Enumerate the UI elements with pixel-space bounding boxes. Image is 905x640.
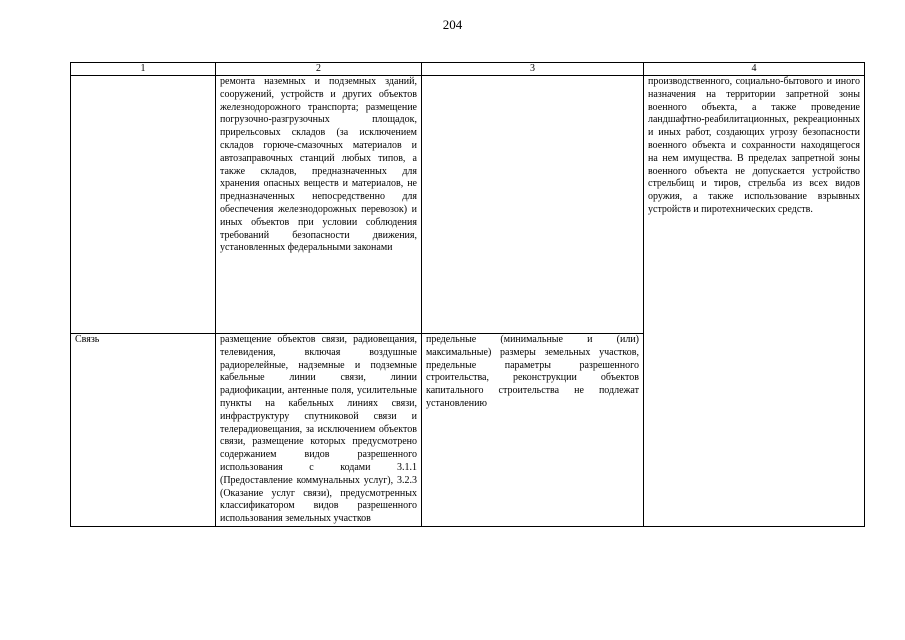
header-col-3: 3 [422,63,644,76]
row1-use-description: ремонта наземных и подземных зданий, сооружений, устройств и других объектов железнодорожного транспорта; размещение погрузочно-разгрузочных площадок, прирельсовых складов (за исключением складов горюче-смазочных материалов и автозаправочных станций любых типов, а также складов, предназначенных для хранения опасных веществ и материалов, не предназначенных непосредственно для обеспечения железнодорожных перевозок) и иных объектов при условии соблюдения требований безопасности движения, установленных федеральными законами [216,76,422,334]
row2-use-description: размещение объектов связи, радиовещания, телевидения, включая воздушные радиорелейные, надземные и подземные кабельные линии связи, линии радиофикации, антенные поля, усилительные пункты на кабельных линиях связи, инфраструктуру спутниковой связи и телерадиовещания, за исключением объектов связи, размещение которых предусмотрено содержанием видов разрешенного использования с кодами 3.1.1 (Предоставление коммунальных услуг), 3.2.3 (Оказание услуг связи), предусмотренных классификатором видов разрешенного использования земельных участков [216,334,422,527]
restrictions-cell: производственного, социально-бытового и иного назначения на территории запретной зоны военного объекта, а также проведение ландшафтно-реабилитационных, рекреационных и иных работ, создающих угрозу безопасности военного объекта и сохранности находящегося на нем имущества. В пределах запретной зоны военного объекта не допускается устройство стрельбищ и тиров, стрельба из всех видов оружия, а также использование взрывных устройств и пиротехнических средств. [644,76,865,527]
row1-parameters [422,76,644,334]
header-row [71,63,865,76]
zoning-table [70,62,865,527]
row1-use-type [71,76,216,334]
row2-parameters: предельные (минимальные и (или) максимальные) размеры земельных участков, предельные параметры разрешенного строительства, реконструкции объектов капитального строительства не подлежат установлению [422,334,644,527]
header-col-1: 1 [71,63,216,76]
row2-use-type: Связь [71,334,216,527]
table-row [71,76,865,334]
header-col-4: 4 [644,63,865,76]
header-col-2: 2 [216,63,422,76]
page-number: 204 [442,17,463,32]
